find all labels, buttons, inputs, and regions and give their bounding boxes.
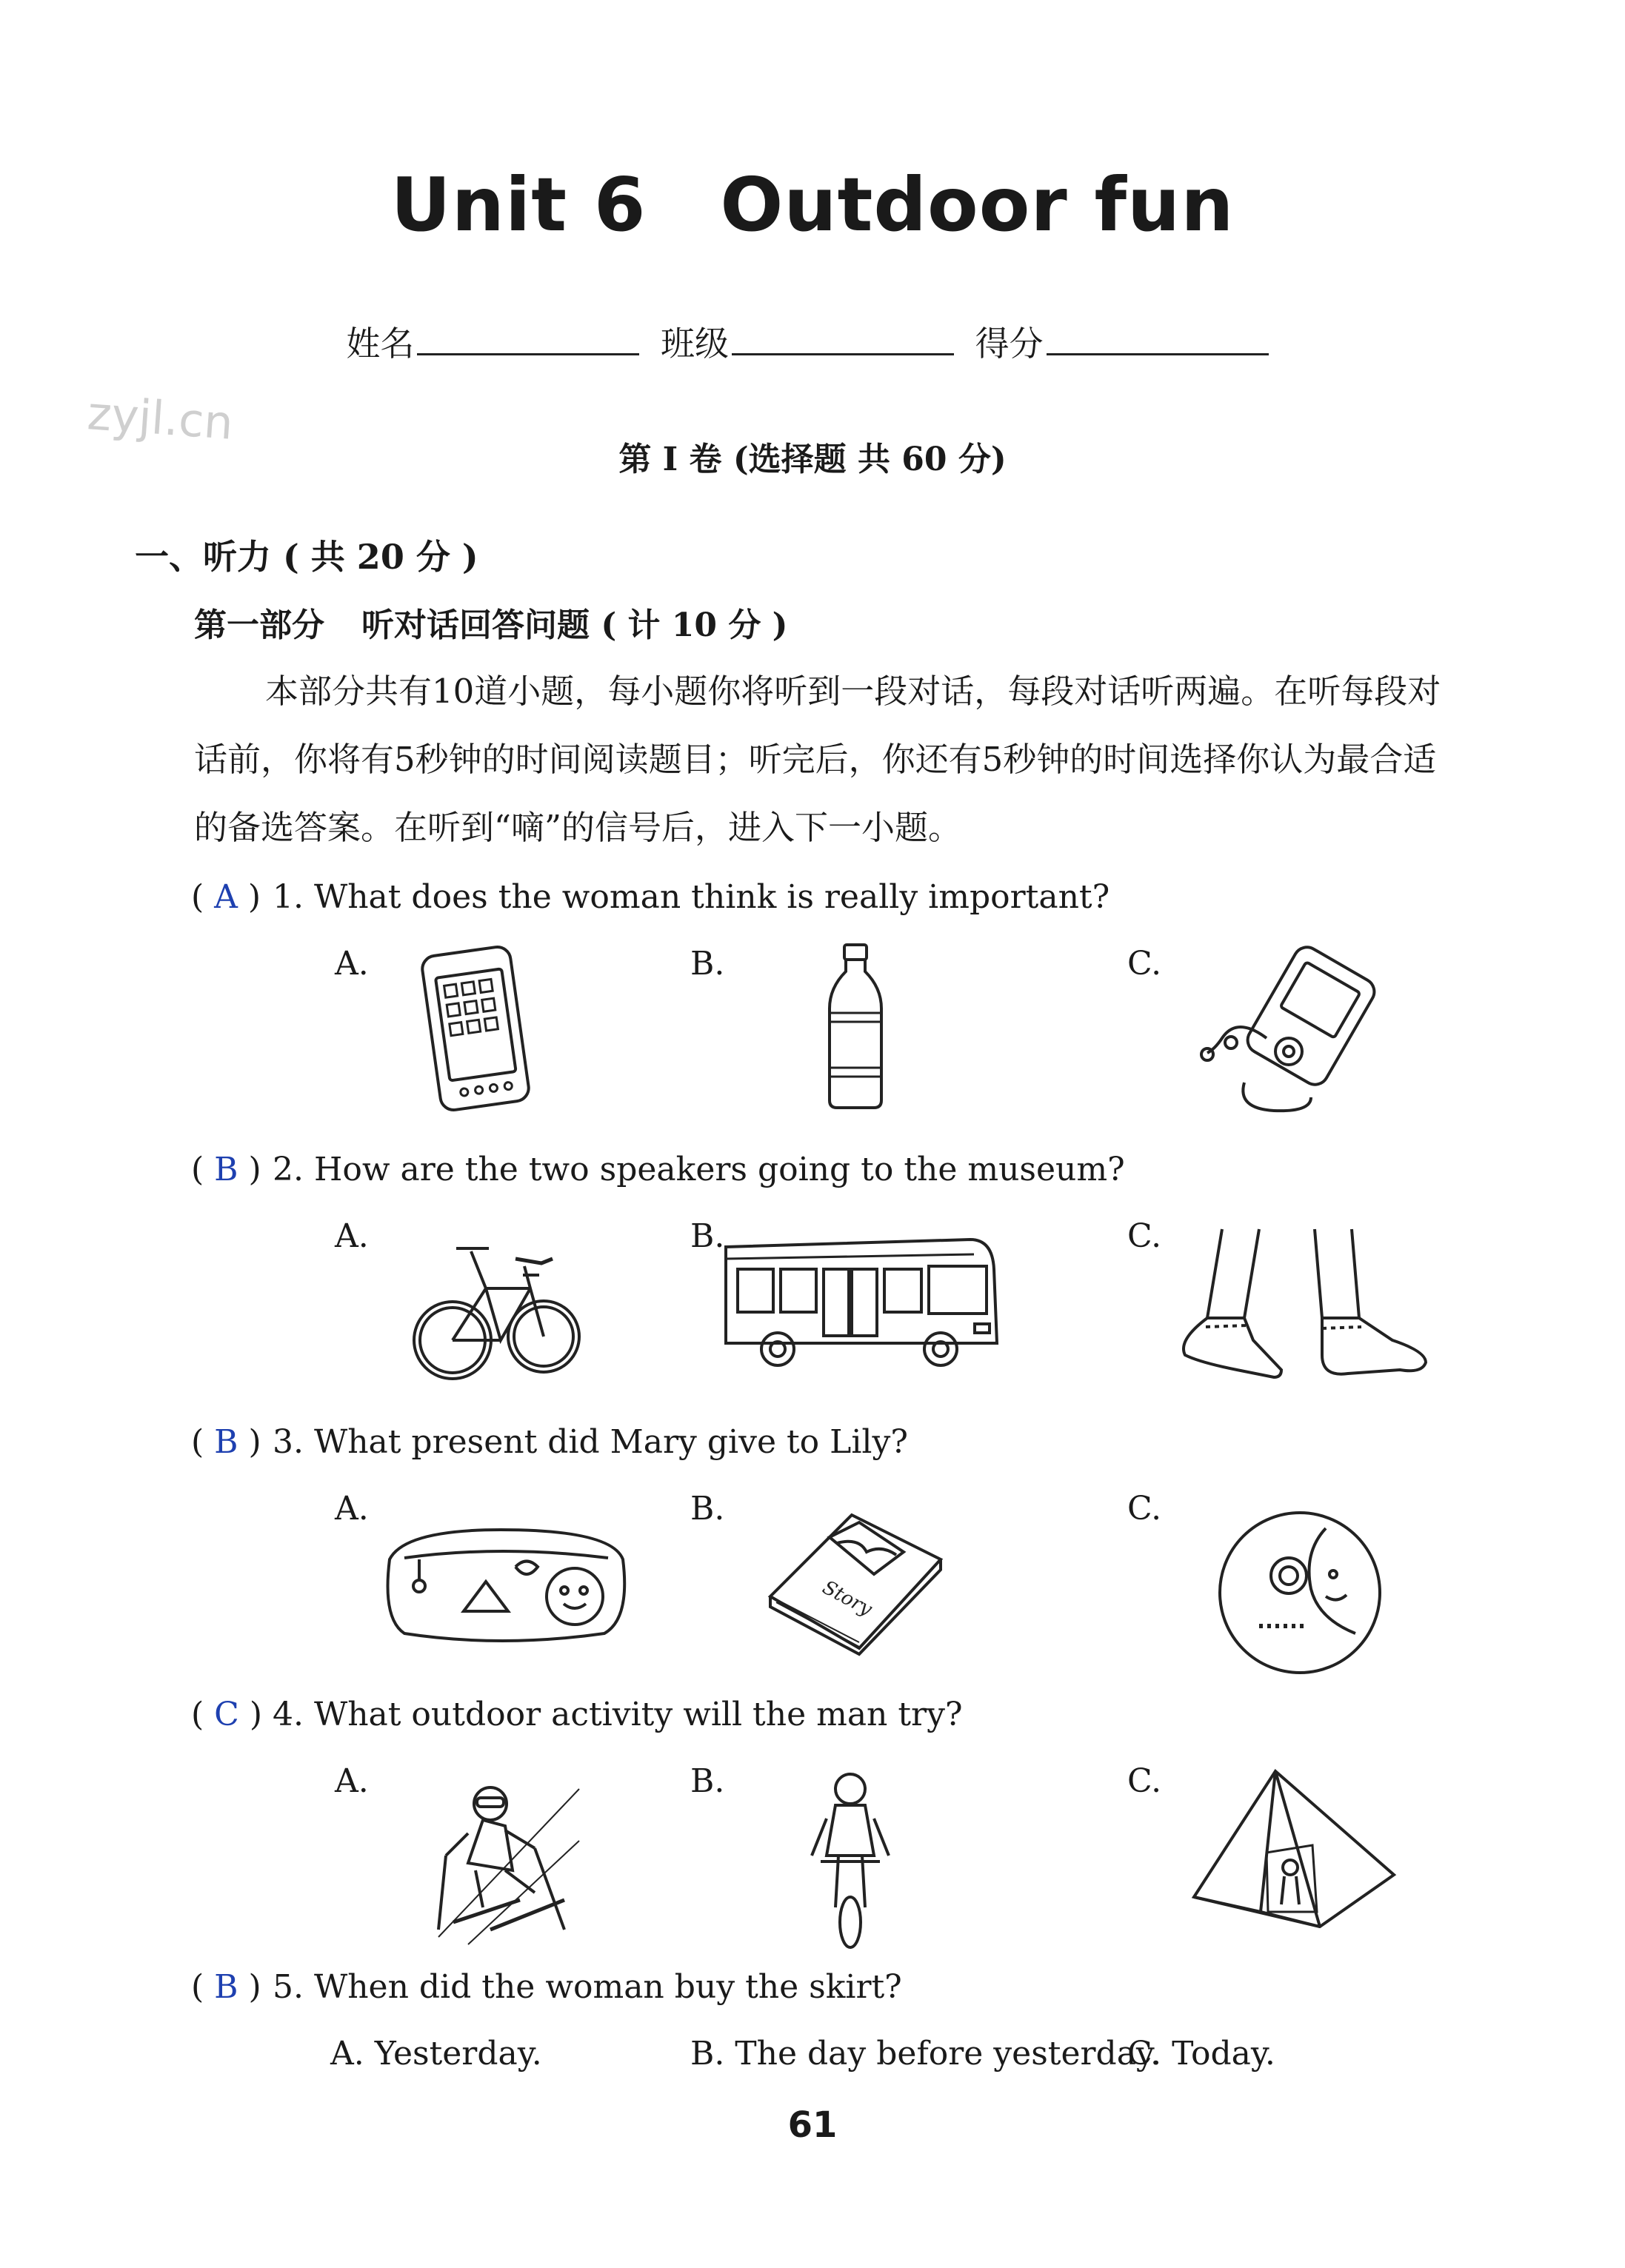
question-2 [191,1151,1125,1188]
part-heading [194,598,787,646]
question-text: 4. What outdoor activity will the man try? [273,1696,963,1733]
bus-icon[interactable] [718,1232,1000,1373]
option-c-label: C. [1127,1490,1162,1528]
score-blank[interactable] [1047,321,1269,355]
question-1 [191,878,1110,916]
bicycle-icon[interactable] [412,1229,582,1385]
student-info-row [0,317,1625,366]
paper-label: 第 I 卷 (选择题 共 60 分) [618,441,1007,478]
question-3 [191,1423,908,1461]
name-label: 姓名 [346,324,415,364]
question-text: 2. How are the two speakers going to the museum? [273,1151,1125,1188]
answer-paren: ( B ) [191,1151,261,1188]
skiing-icon[interactable] [424,1774,587,1952]
page-number: 61 [787,2104,838,2146]
name-blank[interactable] [417,321,639,355]
part-name: 第一部分 [194,606,324,644]
section-heading: 一、听力 ( 共 20 分 ) [135,537,478,577]
instructions: 本部分共有10道小题，每小题你将听到一段对话，每段对话听两遍。在听每段对话前，你将有5秒钟的时间阅读题目；听完后，你还有5秒钟的时间选择你认为最合适的备选答案。在听到“嘀”的信号后，进入下一小题。 [194,672,1441,847]
option-a-label: A. [335,945,369,983]
option-c-label: C. [1127,945,1162,983]
class-blank[interactable] [732,321,954,355]
water-bottle-icon[interactable] [822,942,889,1112]
answer-mark: B [214,1968,238,2006]
option-b-label: B. [690,945,725,983]
option-c-label: C. [1127,1217,1162,1255]
option-a-text: A. Yesterday. [330,2035,542,2073]
cd-icon[interactable] [1215,1508,1385,1678]
pencil-case-icon[interactable] [375,1515,634,1648]
walking-feet-icon[interactable] [1170,1229,1437,1385]
part-title: 听对话回答问题 ( 计 10 分 ) [361,606,788,644]
answer-mark: C [214,1696,239,1733]
page-title [0,161,1625,248]
question-4 [191,1696,963,1733]
question-5 [191,1968,902,2006]
score-label: 得分 [975,324,1044,364]
smartphone-icon[interactable] [422,945,541,1115]
answer-paren: ( B ) [191,1423,261,1461]
option-a-label: A. [335,1217,369,1255]
answer-paren: ( A ) [191,878,261,916]
music-player-icon[interactable] [1192,949,1385,1120]
storybook-title: Story [818,1576,876,1621]
unit-number: Unit 6 [390,161,647,248]
option-b-text: B. The day before yesterday. [690,2035,1161,2073]
answer-paren: ( B ) [191,1968,261,2006]
tent-camping-icon[interactable] [1187,1764,1401,1934]
option-c-text: C. Today. [1127,2035,1275,2073]
answer-paren: ( C ) [191,1696,262,1733]
question-text: 1. What does the woman think is really important? [273,878,1110,916]
option-b-label: B. [690,1490,725,1528]
question-text: 5. When did the woman buy the skirt? [273,1968,902,2006]
option-b-label: B. [690,1217,725,1255]
answer-mark: B [214,1151,238,1188]
cycling-boy-icon[interactable] [806,1767,895,1952]
option-a-label: A. [335,1762,369,1800]
answer-mark: B [214,1423,238,1461]
watermark: zyjl.cn [85,386,236,450]
storybook-icon[interactable] [755,1508,955,1656]
class-label: 班级 [661,324,729,364]
question-text: 3. What present did Mary give to Lily? [273,1423,908,1461]
option-a-label: A. [335,1490,369,1528]
unit-name: Outdoor fun [720,161,1235,248]
answer-mark: A [214,878,238,916]
option-b-label: B. [690,1762,725,1800]
option-c-label: C. [1127,1762,1162,1800]
